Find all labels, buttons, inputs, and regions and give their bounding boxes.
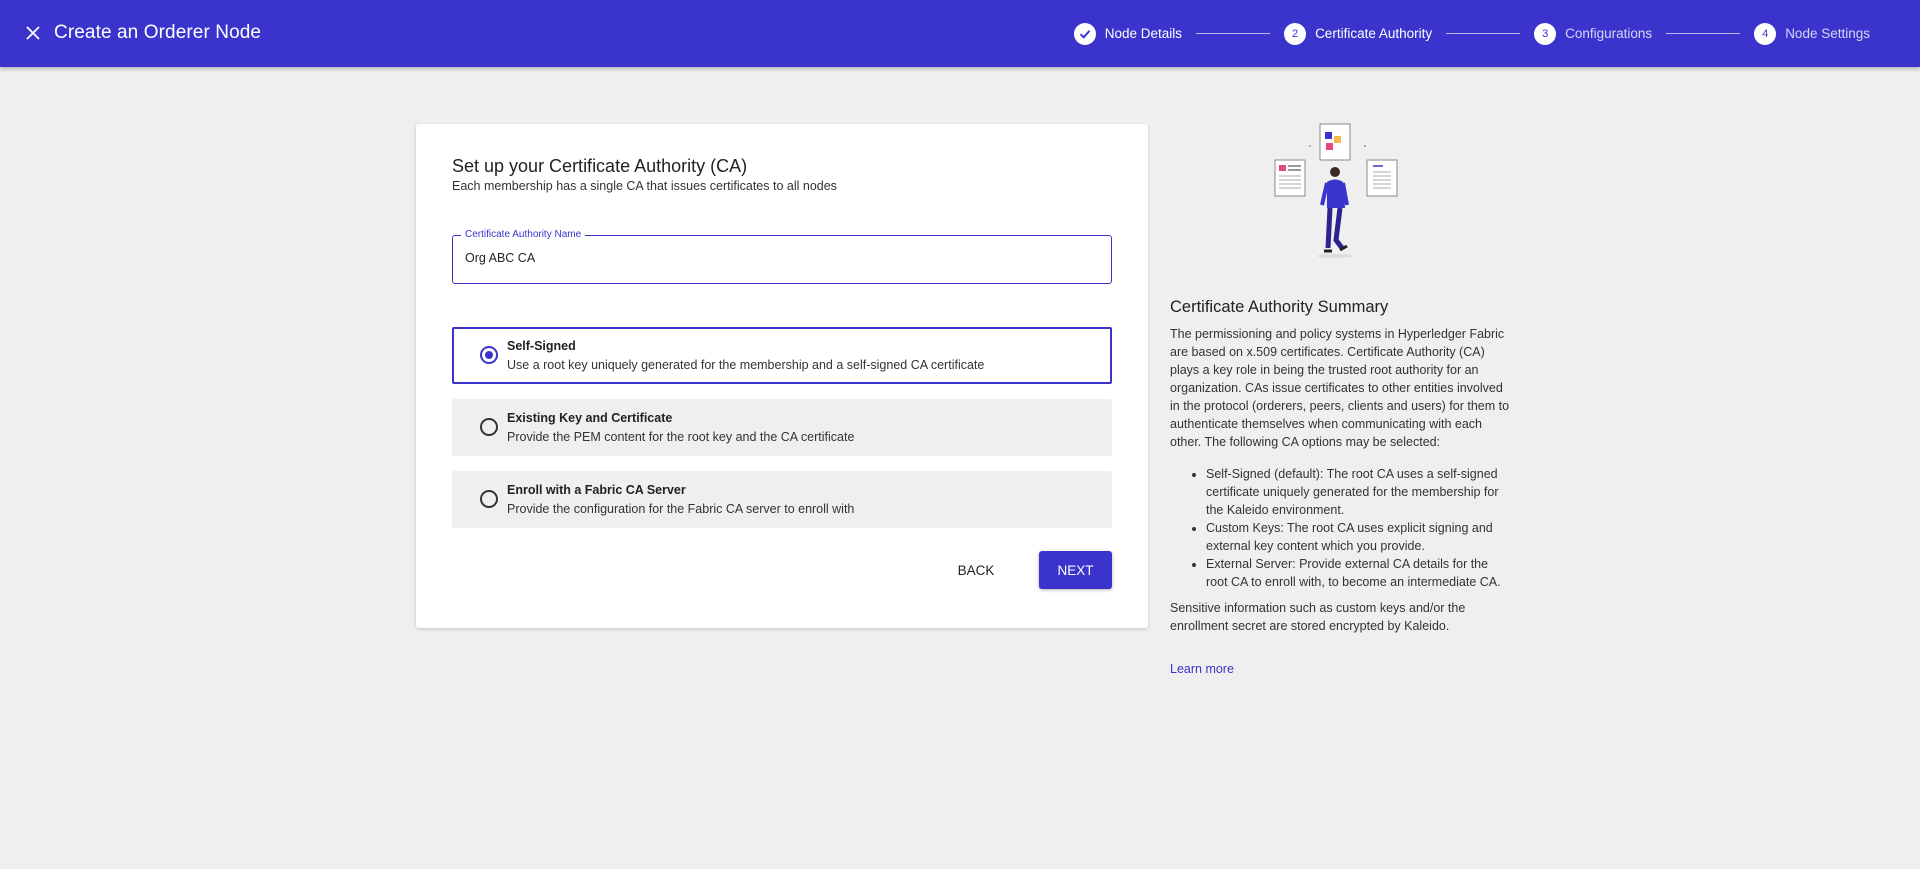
option-title: Enroll with a Fabric CA Server xyxy=(507,483,686,497)
close-icon[interactable] xyxy=(20,20,46,46)
card-subtitle: Each membership has a single CA that issues certificates to all nodes xyxy=(452,179,837,193)
card-title: Set up your Certificate Authority (CA) xyxy=(452,156,748,176)
ca-setup-card xyxy=(416,124,1148,628)
radio-selected-icon[interactable] xyxy=(480,346,498,364)
list-item: • Self-Signed (default): The root CA uses a self-signed certificate uniquely generated for the membership for the Kaleido environment. xyxy=(1206,465,1510,519)
next-button[interactable]: NEXT xyxy=(1039,551,1112,589)
step-label: Node Settings xyxy=(1785,26,1870,41)
page-title: Create an Orderer Node xyxy=(54,22,262,43)
radio-unselected-icon[interactable] xyxy=(480,490,498,508)
step-connector xyxy=(1666,33,1740,34)
step-number: 4 xyxy=(1754,23,1776,45)
option-description: Use a root key uniquely generated for the membership and a self-signed CA certificate xyxy=(507,358,985,372)
summary-title: Certificate Authority Summary xyxy=(1170,298,1389,316)
step-node-details xyxy=(1074,23,1182,45)
option-title: Existing Key and Certificate xyxy=(507,411,673,425)
option-title: Self-Signed xyxy=(507,339,576,353)
summary-options-list xyxy=(1206,465,1510,591)
option-self-signed[interactable] xyxy=(452,327,1112,384)
step-label: Certificate Authority xyxy=(1315,26,1433,41)
option-description: Provide the PEM content for the root key and the CA certificate xyxy=(507,430,855,444)
option-enroll-fabric-ca[interactable] xyxy=(452,471,1112,528)
list-item: • External Server: Provide external CA details for the root CA to enroll with, to become an intermediate CA. xyxy=(1206,555,1510,591)
back-button[interactable]: BACK xyxy=(957,562,995,578)
person-with-documents-illustration xyxy=(1270,120,1400,270)
summary-body xyxy=(1170,325,1510,635)
step-certificate-authority xyxy=(1284,23,1432,45)
learn-more-link[interactable]: Learn more xyxy=(1170,662,1234,676)
stepper xyxy=(1074,0,1870,67)
radio-unselected-icon[interactable] xyxy=(480,418,498,436)
step-number: 2 xyxy=(1284,23,1306,45)
step-number: 3 xyxy=(1534,23,1556,45)
step-connector xyxy=(1196,33,1270,34)
step-configurations xyxy=(1534,23,1652,45)
option-description: Provide the configuration for the Fabric CA server to enroll with xyxy=(507,502,855,516)
check-icon xyxy=(1074,23,1096,45)
app-header xyxy=(0,0,1920,67)
list-item: • Custom Keys: The root CA uses explicit signing and external key content which you provide. xyxy=(1206,519,1510,555)
summary-intro: The permissioning and policy systems in Hyperledger Fabric are based on x.509 certificates. Certificate Authority (CA) plays a key role in being the trusted root authority for an organization. CAs issue certificates to other entities involved in the protocol (orderers, peers, clients and users) for them to authenticate themselves when communicating with each other. The following CA options may be selected: xyxy=(1170,327,1510,449)
summary-footer: Sensitive information such as custom keys and/or the enrollment secret are stored encrypted by Kaleido. xyxy=(1170,601,1466,633)
step-node-settings xyxy=(1754,23,1870,45)
step-label: Node Details xyxy=(1104,26,1183,41)
option-existing-key[interactable] xyxy=(452,399,1112,456)
ca-name-field[interactable] xyxy=(452,229,1112,284)
step-connector xyxy=(1446,33,1520,34)
ca-name-input[interactable] xyxy=(465,251,1065,265)
ca-name-label: Certificate Authority Name xyxy=(461,229,585,240)
step-label: Configurations xyxy=(1565,26,1653,41)
